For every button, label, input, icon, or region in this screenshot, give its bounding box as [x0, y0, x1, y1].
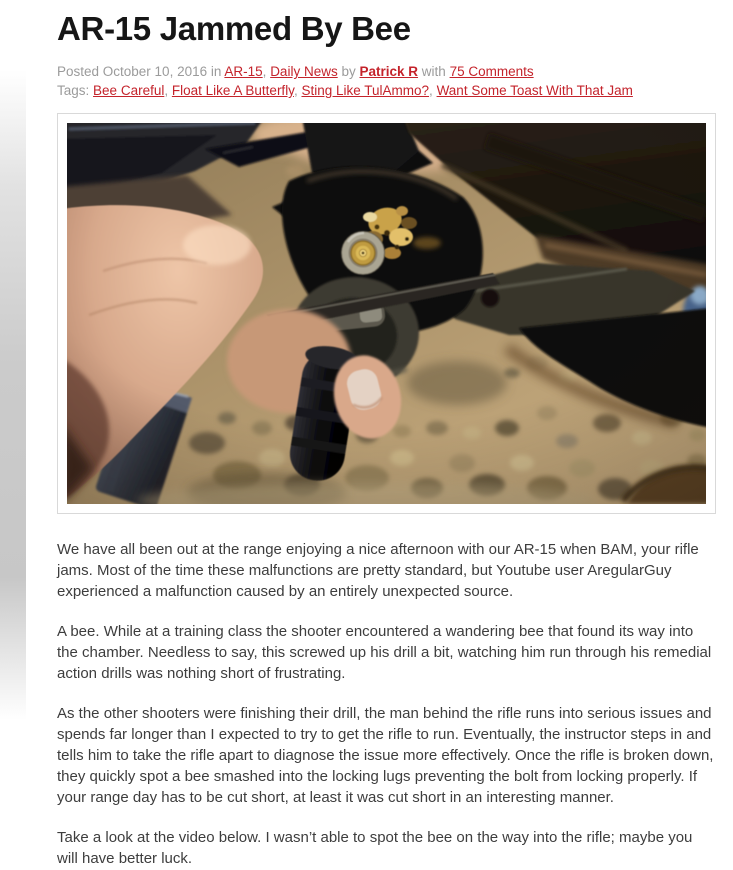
category-link-daily-news[interactable]: Daily News	[270, 64, 338, 79]
tags-label: Tags:	[57, 83, 90, 98]
post-meta	[57, 62, 716, 81]
paragraph: As the other shooters were finishing their drill, the man behind the rifle runs into serious issues and spends far longer than I expected to try to get the rifle to run. Eventually, the instructor steps in and tells him to take the rifle apart to diagnose the issue more effectively. Once the rifle is broken down, they quickly spot a bee smashed into the locking lugs preventing the bolt from locking properly. If your range day has to be cut short, at least it was cut short in an interesting manner.	[57, 705, 714, 806]
page-title: AR-15 Jammed By Bee	[57, 10, 411, 47]
left-edge-shadow	[0, 70, 26, 720]
tag-link-bee-careful[interactable]: Bee Careful	[93, 83, 165, 98]
tag-separator: ,	[293, 83, 298, 98]
post-photo	[67, 123, 706, 504]
category-link-ar15[interactable]: AR-15	[224, 64, 263, 79]
tag-link-float-like-a-butterfly[interactable]: Float Like A Butterfly	[171, 83, 294, 98]
tags-row	[57, 81, 716, 100]
by-label: by	[341, 64, 356, 79]
tag-link-want-some-toast[interactable]: Want Some Toast With That Jam	[436, 83, 633, 98]
comments-link[interactable]: 75 Comments	[449, 64, 534, 79]
author-link[interactable]: Patrick R	[359, 64, 419, 79]
paragraph: A bee. While at a training class the shooter encountered a wandering bee that found its way into the chamber. Needless to say, this screwed up his drill a bit, watching him run through his remedial action drills was nothing short of frustrating.	[57, 623, 712, 682]
meta-separator: ,	[262, 64, 267, 79]
article	[57, 0, 716, 869]
post-image-frame	[57, 113, 716, 514]
paragraph: Take a look at the video below. I wasn’t able to spot the bee on the way into the rifle; maybe you will have better luck.	[57, 829, 693, 867]
paragraph: We have all been out at the range enjoying a nice afternoon with our AR-15 when BAM, your rifle jams. Most of the time these malfunctions are pretty standard, but Youtube user AregularGuy experienced a malfunction caused by an entirely unexpected source.	[57, 541, 699, 600]
tag-separator: ,	[429, 83, 433, 98]
tag-separator: ,	[164, 83, 169, 98]
tag-link-sting-like-tulammo[interactable]: Sting Like TulAmmo?	[301, 83, 430, 98]
posted-prefix: Posted October 10, 2016 in	[57, 64, 222, 79]
with-label: with	[421, 64, 446, 79]
